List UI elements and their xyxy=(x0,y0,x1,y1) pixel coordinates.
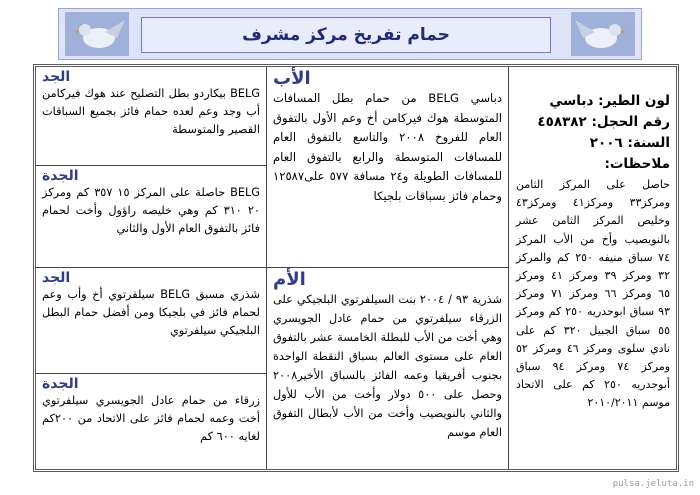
grandfather-text: شذري مسبق BELG سيلفرتوي أخ وأب وعم لحمام فائز في بلجيكا ومن أفضل حمام البطل البلجيكي سيلفرتوي xyxy=(42,288,260,337)
bird-year: السنة: ٢٠٠٦ xyxy=(589,135,670,151)
pedigree-table xyxy=(33,64,679,472)
pigeon-icon xyxy=(571,12,635,56)
pigeon-icon xyxy=(65,12,129,56)
mother-title: الأم xyxy=(273,269,306,290)
father-cell xyxy=(267,67,508,267)
grandfather-title: الجد xyxy=(42,270,71,286)
grandmother-text: زرقاء من حمام عادل الجويسري سيلفرتوي أخت وعمه لحمام فائز على الاتحاد من ٢٠٠كم لغايه ٦٠٠ كم xyxy=(42,394,260,443)
notes-title: ملاحظات: xyxy=(604,156,670,172)
grandmother-title: الجدة xyxy=(42,376,79,392)
header-banner xyxy=(58,8,642,60)
maternal-grandmother-cell xyxy=(36,374,266,469)
ring-number: رقم الحجل: ٤٥٨٣٨٢ xyxy=(537,114,670,130)
notes-text: حاصل على المركز الثامن ومركز٣٣ ومركز٤١ ومركز٤٣ وخليص المركز الثامن عشر بالنويصيب وأخ من الأب المركز ٧٤ سباق منيفه ٢٥٠ كم والمركز ٣٢ ومركز ٣٩ ومركز ٤١ ومركز ٦٥ ومركز ٦٦ ومركز ٧١ ومركز ٩٣ سباق ابوحدريه ٢٥٠ كم ومركز ٥٥ سباق الجبيل ٣٢٠ كم على نادي سلوى ومركز ٤٦ ومركز ٥٢ ومركز ٧٤ ومركز ٩٤ سباق أبوحدريه ٢٥٠ كم على الاتحاد موسم ٢٠١٠/٢٠١١ xyxy=(516,178,671,410)
paternal-grandfather-cell xyxy=(36,67,266,165)
bird-color: لون الطير: دباسي xyxy=(549,93,670,109)
page-title: حمام تفريخ مركز مشرف xyxy=(141,17,551,53)
mother-text: شذرية ٩٣ / ٢٠٠٤ بنت السيلفرتوي البلجيكي على الزرقاء سيلفرتوي من حمام عادل الجويسري وهي أخت من الأب للبطلة الخامسة عشر بالتفوق العام على مستوى العالم بسباق النقطة الواحدة بجنوب أفريقيا وعمه الفائز بالسباق الأخير٢٠٠٨ وحصل على ٥٠٠ دولار وأخت من الأب للأول والثاني بالنويصيب وأخت من الأب لأبطال التفوق العام موسم xyxy=(273,293,502,439)
grandmother-text: BELG حاصلة على المركز ١٥ ٣٥٧ كم ومركز ٢٠ ٣١٠ كم وهي خليصه راؤول وأخت لحمام فائز بالتفوق العام الأول والثاني xyxy=(42,186,261,235)
mother-cell xyxy=(267,268,508,469)
grandfather-text: BELG بيكاردو بطل التصليح عند هوك فيركامن أب وجد وعم لعده حمام فائز بجميع السباقات القصير والمتوسطة xyxy=(42,87,260,136)
grandmother-title: الجدة xyxy=(42,168,79,184)
grandfather-title: الجد xyxy=(42,69,71,85)
watermark: pulsa.jeluta.in xyxy=(612,479,694,489)
maternal-grandfather-cell xyxy=(36,268,266,373)
father-text: دباسي BELG من حمام بطل المسافات المتوسطة هوك فيركامن أخ وعم الأول بالتفوق العام للفروخ ٢٠٠٨ والتاسع بالتفوق العام للمسافات المتوسطة والرابع بالتفوق العام للمسافات الطويلة و٢٤ مسافة ٥٧٧ على١٢٥٨٧ وحمام فائز بسباقات بلجيكا xyxy=(273,91,502,203)
divider xyxy=(508,67,509,469)
paternal-grandmother-cell xyxy=(36,166,266,267)
father-title: الأب xyxy=(273,68,311,89)
bird-info-column xyxy=(510,67,676,469)
